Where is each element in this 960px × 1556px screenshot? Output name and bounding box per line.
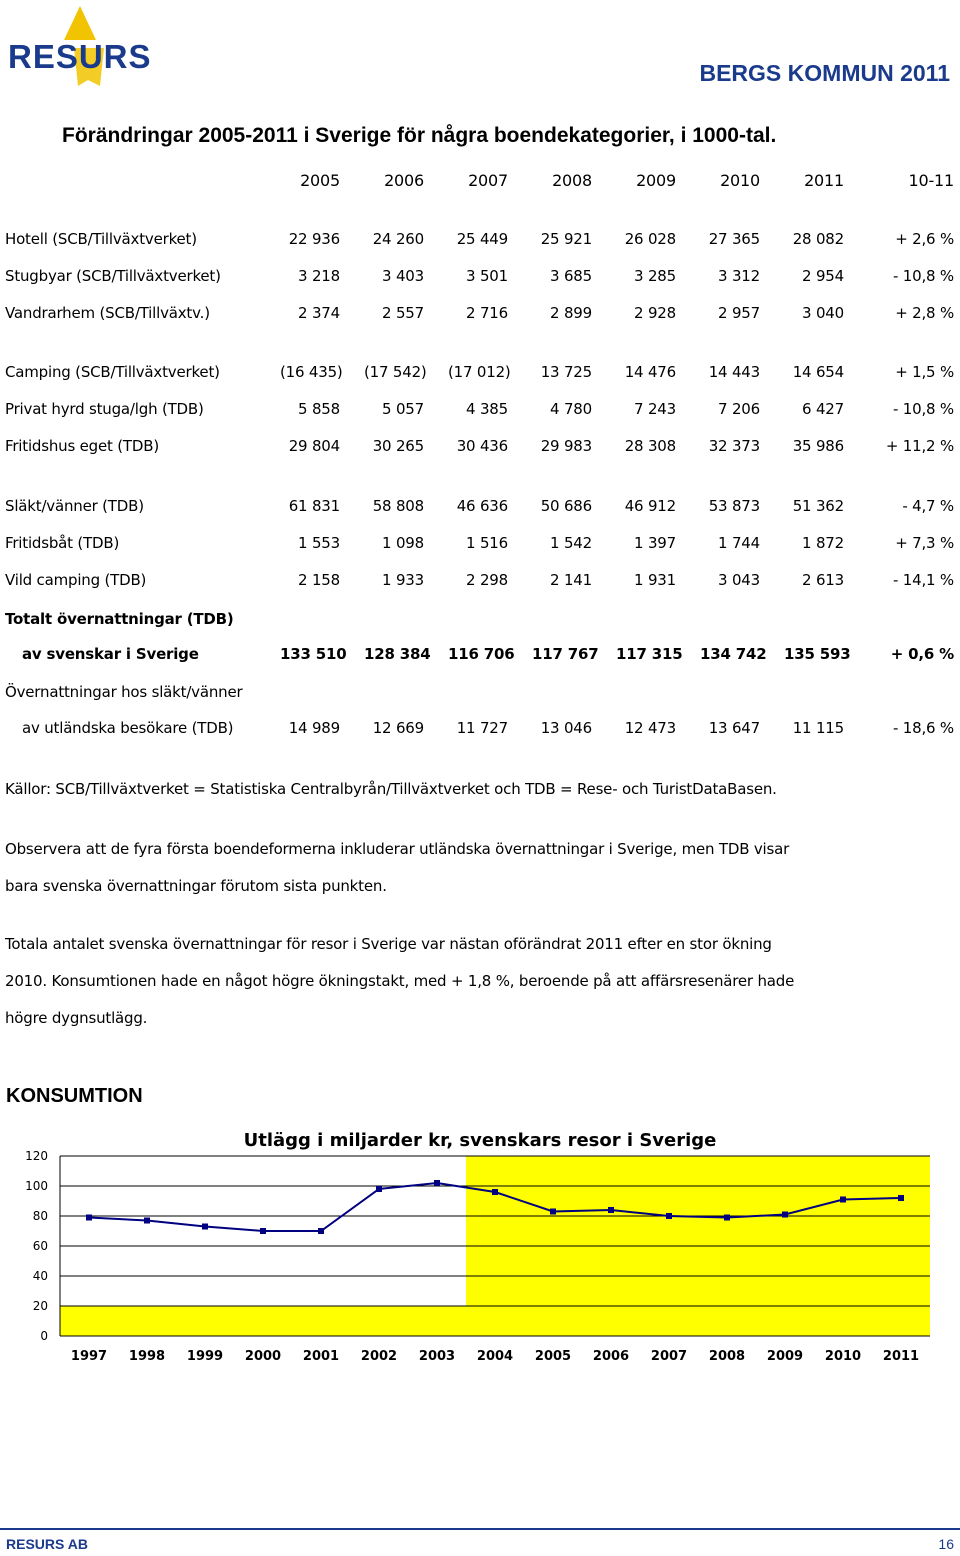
y-tick-label: 0: [40, 1329, 48, 1343]
value-cell: 24 260: [372, 230, 424, 248]
value-cell: 32 373: [708, 437, 760, 455]
value-cell: 13 046: [540, 719, 592, 737]
value-cell: 3 285: [634, 267, 676, 285]
value-cell: 134 742: [700, 645, 767, 663]
value-cell: 25 921: [540, 230, 592, 248]
value-cell: 133 510: [280, 645, 347, 663]
value-cell: 13 725: [540, 363, 592, 381]
column-header: 2005: [300, 171, 340, 190]
value-cell: 29 804: [288, 437, 340, 455]
value-cell: 1 931: [634, 571, 676, 589]
x-tick-label: 2005: [534, 1349, 572, 1364]
column-header: 2007: [468, 171, 508, 190]
row-label: Fritidshus eget (TDB): [5, 437, 159, 455]
value-cell: 28 308: [624, 437, 676, 455]
data-point: [782, 1212, 788, 1218]
logo-text: RESURS: [8, 38, 152, 75]
resurs-logo: [4, 4, 152, 90]
row-label: Fritidsbåt (TDB): [5, 534, 120, 552]
value-cell: 29 983: [540, 437, 592, 455]
x-tick-label: 2010: [824, 1349, 862, 1364]
value-cell: 4 780: [550, 400, 592, 418]
page-number: 16: [938, 1536, 954, 1552]
change-cell: - 10,8 %: [892, 400, 954, 418]
change-cell: + 11,2 %: [885, 437, 954, 455]
value-cell: 25 449: [456, 230, 508, 248]
value-cell: 12 669: [372, 719, 424, 737]
value-cell: 2 899: [550, 304, 592, 322]
data-point: [666, 1213, 672, 1219]
value-cell: 2 374: [298, 304, 340, 322]
y-tick-label: 20: [32, 1299, 48, 1313]
value-cell: 2 716: [466, 304, 508, 322]
change-cell: + 1,5 %: [895, 363, 954, 381]
highlight-band-low: [60, 1306, 466, 1336]
value-cell: 117 767: [532, 645, 599, 663]
value-cell: 1 744: [718, 534, 760, 552]
row-label: Vild camping (TDB): [5, 571, 147, 589]
x-tick-label: 2004: [476, 1349, 514, 1364]
column-header: 10-11: [908, 171, 954, 190]
x-tick-label: 2008: [708, 1349, 746, 1364]
page-title: Förändringar 2005-2011 i Sverige för några boendekategorier, i 1000-tal.: [62, 124, 777, 147]
table-row: [0, 304, 960, 328]
value-cell: 6 427: [802, 400, 844, 418]
value-cell: 3 312: [718, 267, 760, 285]
value-cell: 5 858: [298, 400, 340, 418]
table-row: [0, 363, 960, 387]
value-cell: 11 115: [792, 719, 844, 737]
value-cell: 14 989: [288, 719, 340, 737]
x-tick-label: 2009: [766, 1349, 804, 1364]
y-tick-label: 80: [32, 1209, 48, 1223]
value-cell: 30 265: [372, 437, 424, 455]
row-label: Hotell (SCB/Tillväxtverket): [5, 230, 197, 248]
x-tick-label: 1997: [70, 1349, 108, 1364]
section-heading: KONSUMTION: [6, 1085, 143, 1107]
value-cell: 2 957: [718, 304, 760, 322]
value-cell: 2 954: [802, 267, 844, 285]
value-cell: 14 443: [708, 363, 760, 381]
value-cell: 135 593: [784, 645, 851, 663]
value-cell: 46 912: [624, 497, 676, 515]
value-cell: (17 542): [364, 363, 427, 381]
value-cell: 1 397: [634, 534, 676, 552]
table-row: [0, 400, 960, 424]
data-point: [898, 1195, 904, 1201]
change-cell: + 2,8 %: [895, 304, 954, 322]
row-label: Privat hyrd stuga/lgh (TDB): [5, 400, 204, 418]
table-row: [0, 645, 960, 669]
value-cell: 5 057: [382, 400, 424, 418]
value-cell: 1 542: [550, 534, 592, 552]
value-cell: 2 928: [634, 304, 676, 322]
row-label: Stugbyar (SCB/Tillväxtverket): [5, 267, 221, 285]
value-cell: 26 028: [624, 230, 676, 248]
sources-text: Källor: SCB/Tillväxtverket = Statistiska Centralbyrån/Tillväxtverket och TDB = Rese- och TuristDataBasen.: [5, 780, 777, 798]
change-cell: - 10,8 %: [892, 267, 954, 285]
value-cell: 1 553: [298, 534, 340, 552]
y-tick-label: 120: [25, 1149, 48, 1163]
value-cell: 7 243: [634, 400, 676, 418]
value-cell: 1 516: [466, 534, 508, 552]
column-header: 2008: [552, 171, 592, 190]
data-point: [492, 1189, 498, 1195]
value-cell: 2 557: [382, 304, 424, 322]
x-tick-label: 2003: [418, 1349, 456, 1364]
x-tick-label: 2001: [302, 1349, 340, 1364]
value-cell: 3 501: [466, 267, 508, 285]
chart-title: Utlägg i miljarder kr, svenskars resor i Sverige: [243, 1130, 717, 1151]
value-cell: 7 206: [718, 400, 760, 418]
change-cell: + 2,6 %: [895, 230, 954, 248]
value-cell: 128 384: [364, 645, 431, 663]
value-cell: 11 727: [456, 719, 508, 737]
total-heading: Totalt övernattningar (TDB): [5, 610, 234, 628]
value-cell: 1 098: [382, 534, 424, 552]
table-header: [0, 171, 960, 195]
y-tick-label: 60: [32, 1239, 48, 1253]
value-cell: 30 436: [456, 437, 508, 455]
value-cell: 12 473: [624, 719, 676, 737]
value-cell: 27 365: [708, 230, 760, 248]
row-label: Camping (SCB/Tillväxtverket): [5, 363, 220, 381]
foreign-heading: Övernattningar hos släkt/vänner: [5, 683, 243, 701]
x-tick-label: 1999: [186, 1349, 224, 1364]
value-cell: 2 298: [466, 571, 508, 589]
x-tick-label: 2007: [650, 1349, 688, 1364]
change-cell: + 7,3 %: [895, 534, 954, 552]
value-cell: 50 686: [540, 497, 592, 515]
value-cell: 14 654: [792, 363, 844, 381]
table-row: [0, 267, 960, 291]
data-point: [86, 1215, 92, 1221]
value-cell: 2 613: [802, 571, 844, 589]
value-cell: 3 040: [802, 304, 844, 322]
table-row: [0, 571, 960, 595]
value-cell: 3 043: [718, 571, 760, 589]
change-cell: - 18,6 %: [892, 719, 954, 737]
note-paragraph: Observera att de fyra första boendeformerna inkluderar utländska övernattningar i Sverige, men TDB visar bara svenska övernattningar förutom sista punkten.: [5, 840, 790, 895]
data-point: [724, 1215, 730, 1221]
value-cell: 3 403: [382, 267, 424, 285]
y-tick-label: 100: [25, 1179, 48, 1193]
value-cell: 22 936: [288, 230, 340, 248]
header-title: BERGS KOMMUN 2011: [699, 60, 950, 86]
change-cell: + 0,6 %: [890, 645, 954, 663]
value-cell: 46 636: [456, 497, 508, 515]
column-header: 2011: [804, 171, 844, 190]
data-point: [202, 1224, 208, 1230]
data-point: [376, 1186, 382, 1192]
value-cell: 4 385: [466, 400, 508, 418]
consumption-chart: [0, 1120, 960, 1380]
table-row: [0, 719, 960, 743]
value-cell: 51 362: [792, 497, 844, 515]
x-tick-label: 2006: [592, 1349, 630, 1364]
x-tick-label: 1998: [128, 1349, 166, 1364]
column-header: 2010: [720, 171, 760, 190]
row-label: av utländska besökare (TDB): [22, 719, 234, 737]
value-cell: 1 933: [382, 571, 424, 589]
table-row: [0, 534, 960, 558]
data-point: [260, 1228, 266, 1234]
data-point: [550, 1209, 556, 1215]
total-paragraph: Totala antalet svenska övernattningar för resor i Sverige var nästan oförändrat 2011 efter en stor ökning 2010. Konsumtionen hade en något högre ökningstakt, med + 1,8 %, beroende på att affärsresenärer hade högre dygnsutlägg.: [5, 935, 795, 1027]
table-row: [0, 230, 960, 254]
row-label: av svenskar i Sverige: [22, 645, 199, 663]
data-point: [608, 1207, 614, 1213]
table-row: [0, 497, 960, 521]
value-cell: 3 685: [550, 267, 592, 285]
row-label: Släkt/vänner (TDB): [5, 497, 144, 515]
x-tick-label: 2011: [882, 1349, 920, 1364]
data-point: [318, 1228, 324, 1234]
value-cell: 2 141: [550, 571, 592, 589]
value-cell: 2 158: [298, 571, 340, 589]
data-point: [840, 1197, 846, 1203]
data-point: [144, 1218, 150, 1224]
value-cell: 35 986: [792, 437, 844, 455]
value-cell: 61 831: [288, 497, 340, 515]
x-tick-label: 2002: [360, 1349, 398, 1364]
change-cell: - 14,1 %: [892, 571, 954, 589]
x-tick-label: 2000: [244, 1349, 282, 1364]
value-cell: (17 012): [448, 363, 511, 381]
value-cell: 3 218: [298, 267, 340, 285]
value-cell: 53 873: [708, 497, 760, 515]
value-cell: 1 872: [802, 534, 844, 552]
value-cell: 58 808: [372, 497, 424, 515]
data-point: [434, 1180, 440, 1186]
value-cell: 14 476: [624, 363, 676, 381]
value-cell: 13 647: [708, 719, 760, 737]
column-header: 2006: [384, 171, 424, 190]
y-tick-label: 40: [32, 1269, 48, 1283]
change-cell: - 4,7 %: [902, 497, 954, 515]
value-cell: 28 082: [792, 230, 844, 248]
value-cell: 117 315: [616, 645, 683, 663]
footer-company: RESURS AB: [6, 1536, 88, 1552]
value-cell: 116 706: [448, 645, 515, 663]
table-row: [0, 437, 960, 461]
row-label: Vandrarhem (SCB/Tillväxtv.): [5, 304, 210, 322]
footer-divider: [0, 1528, 960, 1530]
column-header: 2009: [636, 171, 676, 190]
value-cell: (16 435): [280, 363, 343, 381]
